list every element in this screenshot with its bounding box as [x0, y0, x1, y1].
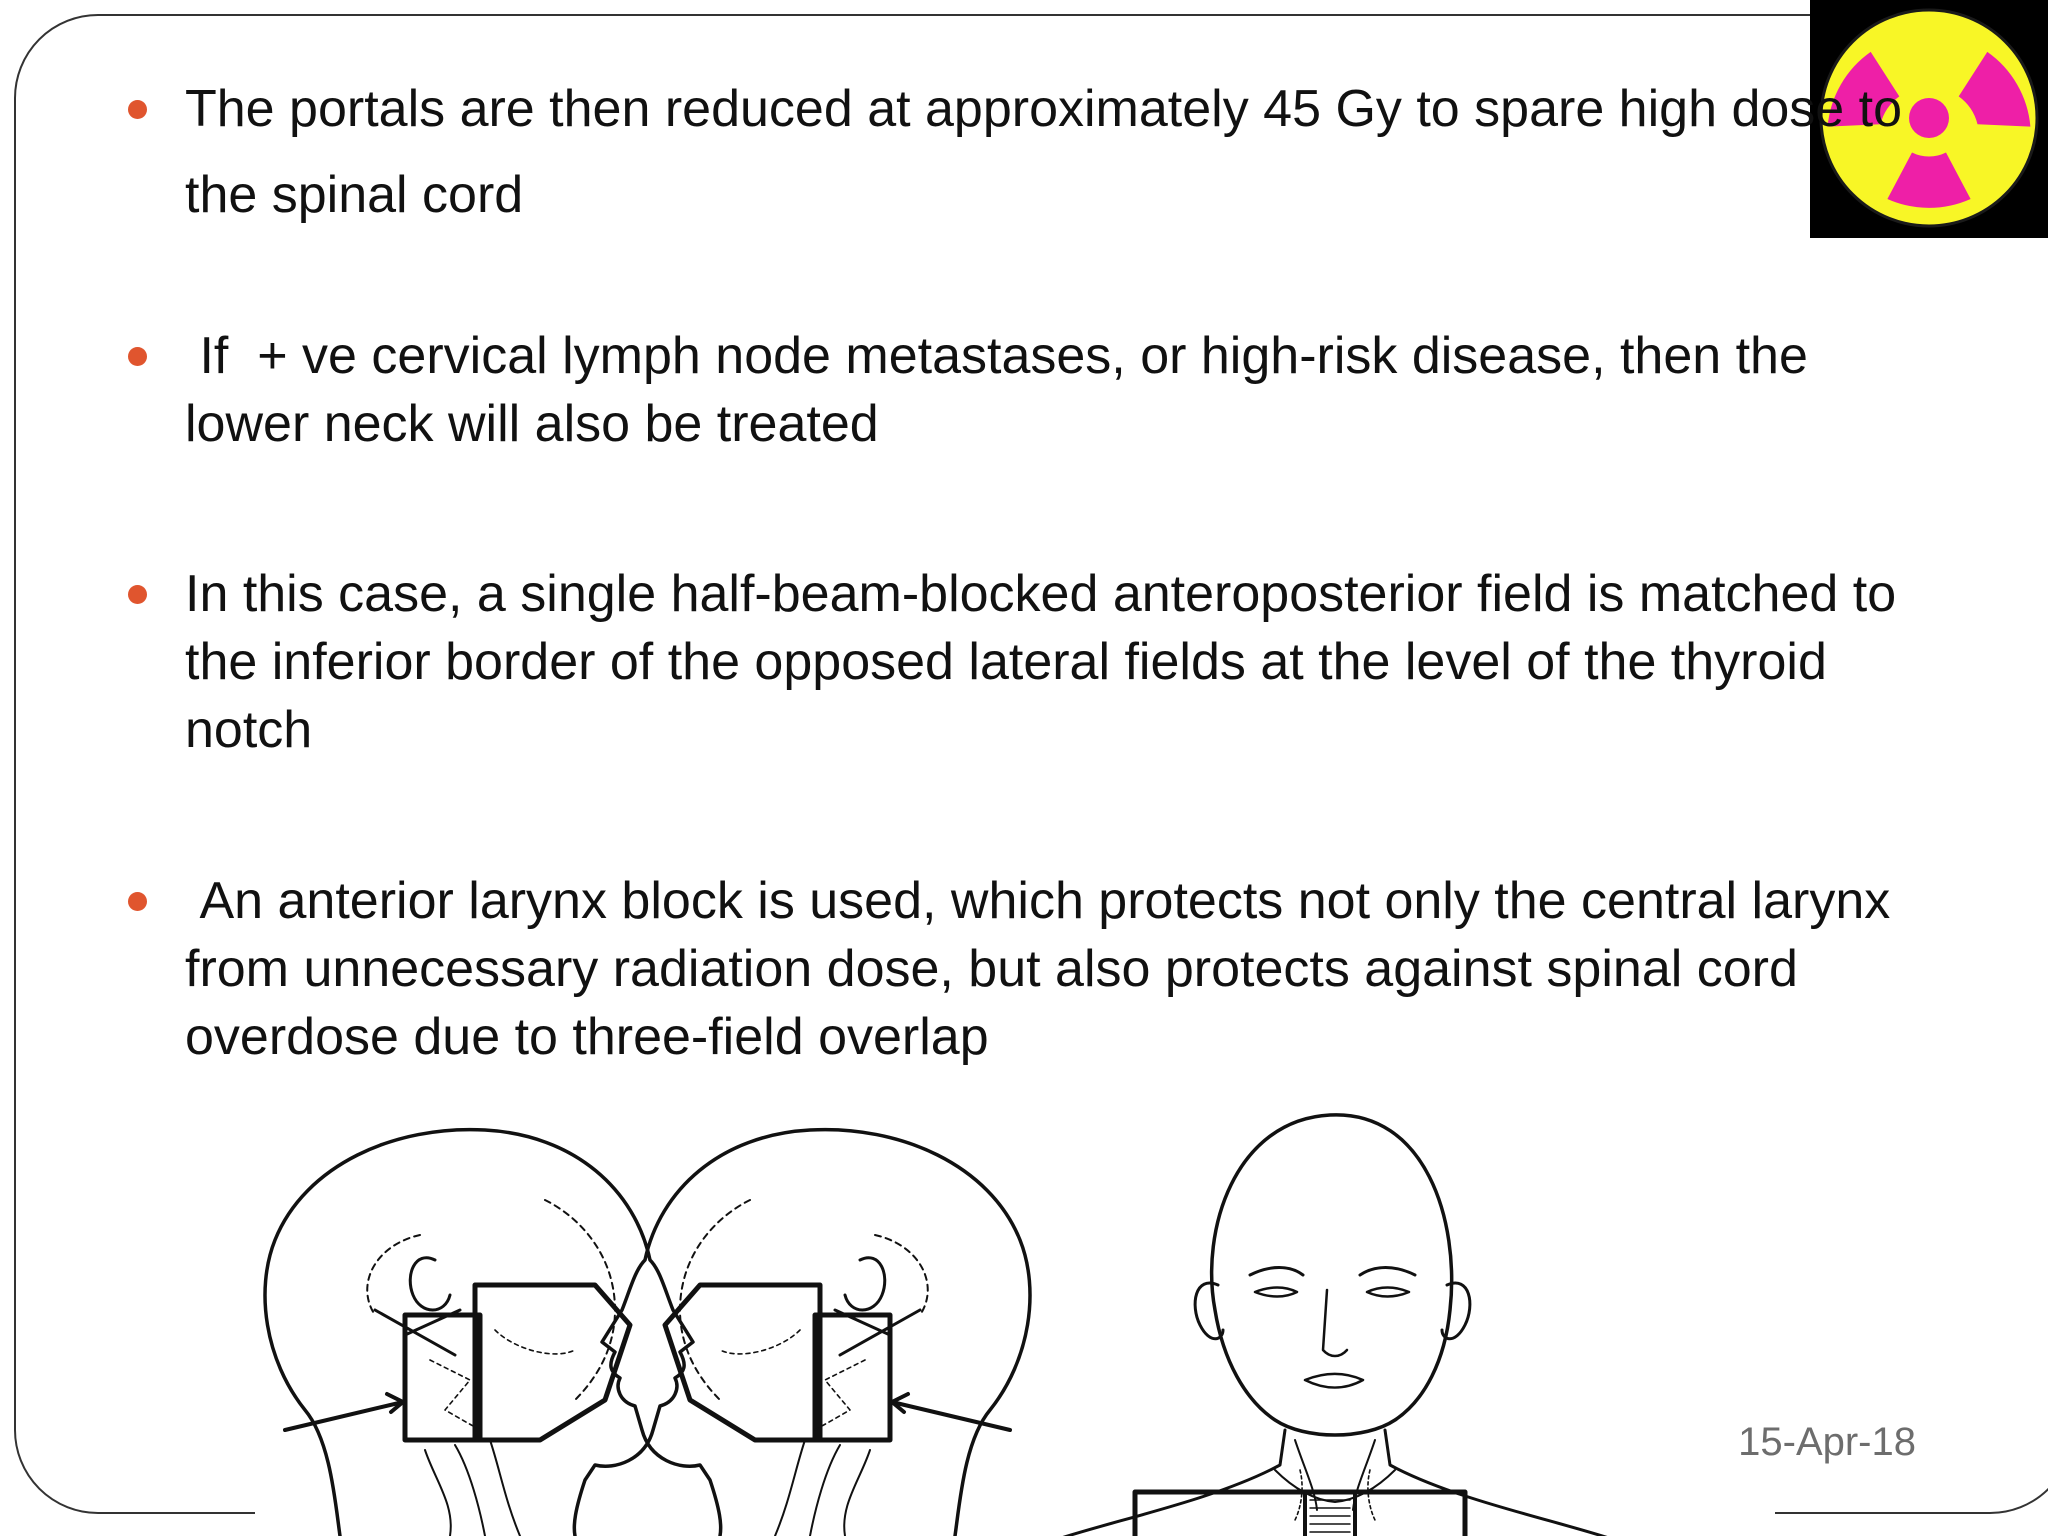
lateral-head-right-figure — [265, 1130, 693, 1536]
bullet-dot — [128, 100, 147, 119]
bullet-text: If + ve cervical lymph node metastases, or high-risk disease, then the lower neck will also be treated — [185, 327, 1823, 453]
bullet-item — [185, 66, 1905, 238]
slide-date: 15-Apr-18 — [1738, 1420, 1916, 1464]
bullet-item — [185, 322, 1905, 458]
bullet-dot — [128, 892, 147, 911]
lateral-head-left-figure — [602, 1130, 1030, 1536]
bullet-item — [185, 560, 1905, 764]
bullet-text: In this case, a single half-beam-blocked anteroposterior field is matched to the inferior border of the opposed lateral fields at the level of the thyroid notch — [185, 565, 1897, 759]
bullet-text: An anterior larynx block is used, which protects not only the central larynx from unnecessary radiation dose, but also protects against spinal cord overdose due to three-field overlap — [185, 872, 1905, 1066]
bullet-dot — [128, 347, 147, 366]
frontal-head-figure — [1055, 1115, 1615, 1536]
bullet-text: The portals are then reduced at approximately 45 Gy to spare high dose to the spinal cord — [185, 80, 1903, 224]
bullet-dot — [128, 585, 147, 604]
bullet-item — [185, 867, 1905, 1071]
head-neck-illustrations — [255, 1110, 1795, 1536]
